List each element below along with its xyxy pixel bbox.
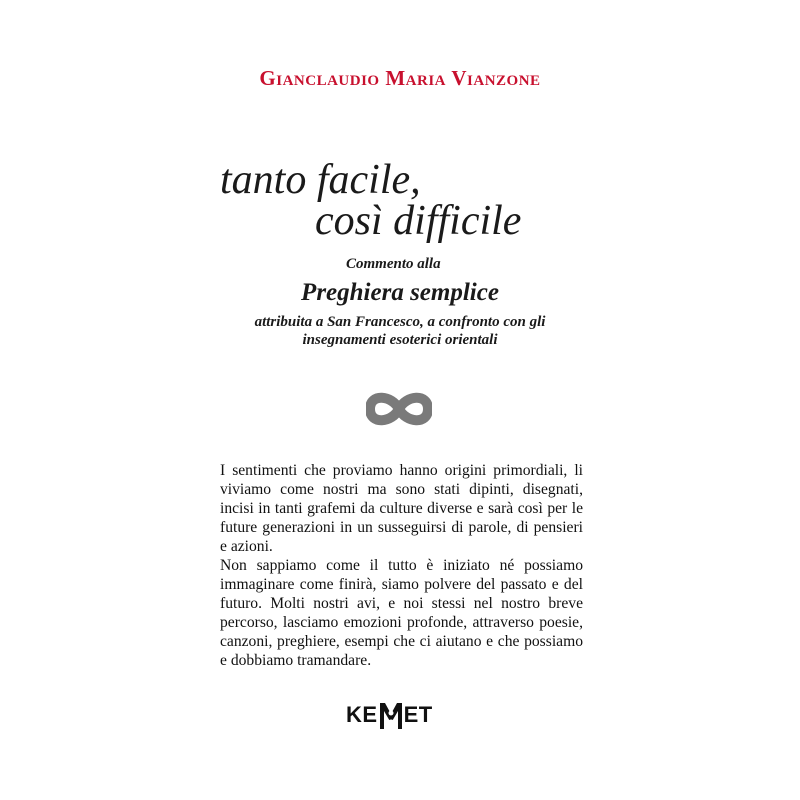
subtitle-line-2: insegnamenti esoterici orientali	[302, 332, 498, 348]
body-paragraph: I sentimenti che proviamo hanno origini primordiali, li viviamo come nostri ma sono stati dipinti, disegnati, incisi in tanti grafemi da culture diverse e sarà così per le future generazioni in un susseguirsi di parole, di pensieri e azioni.	[220, 462, 583, 555]
publisher-logo-left: KE	[346, 702, 378, 727]
subtitle-intro: Commento alla	[346, 256, 441, 272]
subtitle-main: Preghiera semplice	[301, 279, 499, 306]
body-paragraph: Non sappiamo come il tutto è iniziato né possiamo immaginare come finirà, siamo polvere del passato e del futuro. Molti nostri avi, e noi stessi nel nostro breve percorso, lasciamo emozioni profonde, attraverso poesie, canzoni, preghiere, esempi che ci aiutano e che possiamo e dobbiamo tramandare.	[220, 557, 583, 669]
infinity-icon	[366, 387, 432, 431]
publisher-logo-right: ET	[403, 702, 433, 727]
title-line-1: tanto facile,	[220, 157, 421, 203]
subtitle-line-1: attribuita a San Francesco, a confronto con gli	[254, 314, 546, 330]
author-name: Gianclaudio Maria Vianzone	[259, 66, 541, 90]
title-line-2: così difficile	[315, 198, 522, 244]
meditating-figure-icon	[379, 700, 403, 730]
publisher-logo	[346, 700, 433, 730]
body-text	[220, 461, 583, 670]
